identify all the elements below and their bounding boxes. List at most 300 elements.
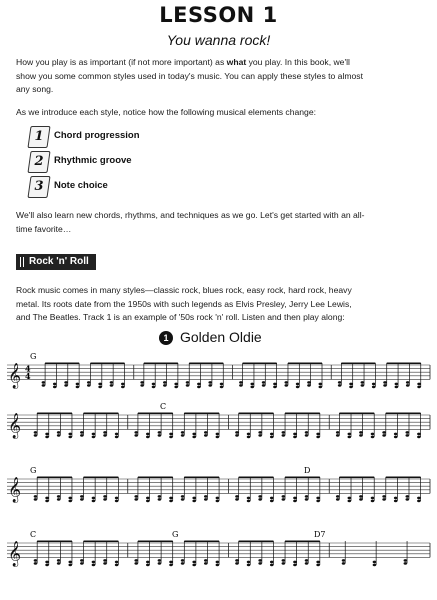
note-head xyxy=(134,495,138,498)
note-head xyxy=(293,561,297,564)
time-signature-bottom: 4 xyxy=(25,370,31,381)
note-head xyxy=(371,500,375,503)
note-head xyxy=(383,381,387,384)
note-head xyxy=(197,383,201,386)
note-head xyxy=(140,381,144,384)
note-head xyxy=(98,383,102,386)
note-head xyxy=(146,433,150,436)
note-head xyxy=(110,384,114,387)
intro-bold-word: what xyxy=(226,57,247,67)
note-head xyxy=(371,497,375,500)
note-head xyxy=(158,495,162,498)
page-subtitle: You wanna rock! xyxy=(166,32,271,48)
note-head xyxy=(239,381,243,384)
note-head xyxy=(405,434,409,437)
note-head xyxy=(282,498,286,501)
note-head xyxy=(372,383,376,386)
beam xyxy=(37,413,72,415)
note-head xyxy=(34,562,38,565)
note-head xyxy=(216,561,220,564)
note-head xyxy=(92,433,96,436)
note-head xyxy=(110,381,114,384)
note-head xyxy=(181,498,185,501)
section-text: and The Beatles. Track 1 is an example of '50s rock 'n' roll. Listen and then play along: xyxy=(16,312,345,322)
note-head xyxy=(146,497,150,500)
note-head xyxy=(158,434,162,437)
note-head xyxy=(68,564,72,567)
note-head xyxy=(417,386,421,389)
staff-system xyxy=(7,402,430,438)
note-head xyxy=(76,386,80,389)
beam xyxy=(144,363,178,365)
note-head xyxy=(394,433,398,436)
note-head xyxy=(305,498,309,501)
note-head xyxy=(293,497,297,500)
note-head xyxy=(247,433,251,436)
note-head xyxy=(273,383,277,386)
note-head xyxy=(235,498,239,501)
note-head xyxy=(134,498,138,501)
beam xyxy=(239,541,274,543)
note-head xyxy=(394,497,398,500)
note-head xyxy=(68,436,72,439)
note-head xyxy=(270,497,274,500)
note-head xyxy=(169,497,173,500)
element-label: Rhythmic groove xyxy=(54,155,132,166)
closing-paragraph xyxy=(16,209,426,236)
note-head xyxy=(262,381,266,384)
sheet-music xyxy=(0,348,437,600)
note-head xyxy=(169,564,173,567)
note-head xyxy=(247,564,251,567)
section-text: metal. Its roots date from the 1950s with such legends as Elvis Presley, Jerry Lee Lewis, xyxy=(16,298,352,309)
note-head xyxy=(192,500,196,503)
note-head xyxy=(158,559,162,562)
note-head xyxy=(158,498,162,501)
note-head xyxy=(359,434,363,437)
note-head xyxy=(57,431,61,434)
note-head xyxy=(417,383,421,386)
intro-text: show you some common styles used in today's music. You can apply these styles to almost xyxy=(16,70,363,81)
note-head xyxy=(359,498,363,501)
note-head xyxy=(53,383,57,386)
note-head xyxy=(208,384,212,387)
note-head xyxy=(87,381,91,384)
note-head xyxy=(406,384,410,387)
note-head xyxy=(216,436,220,439)
note-head xyxy=(262,384,266,387)
note-head xyxy=(405,495,409,498)
note-head xyxy=(382,495,386,498)
note-head xyxy=(273,386,277,389)
note-head xyxy=(319,386,323,389)
beam xyxy=(285,541,320,543)
note-head xyxy=(103,498,107,501)
note-head xyxy=(92,500,96,503)
beam xyxy=(138,477,173,479)
note-head xyxy=(146,564,150,567)
note-head xyxy=(45,561,49,564)
note-head xyxy=(208,381,212,384)
note-head xyxy=(282,434,286,437)
note-head xyxy=(134,562,138,565)
note-head xyxy=(239,384,243,387)
note-head xyxy=(103,559,107,562)
note-head xyxy=(146,436,150,439)
note-head xyxy=(394,436,398,439)
note-head xyxy=(146,500,150,503)
beam xyxy=(84,413,119,415)
note-head xyxy=(134,431,138,434)
note-head xyxy=(80,562,84,565)
note-head xyxy=(76,383,80,386)
note-head xyxy=(103,562,107,565)
note-head xyxy=(115,433,119,436)
element-label: Note choice xyxy=(54,180,108,191)
chord-symbol: D7 xyxy=(314,530,326,539)
note-head xyxy=(405,431,409,434)
note-head xyxy=(270,433,274,436)
note-head xyxy=(247,436,251,439)
note-head xyxy=(417,436,421,439)
note-head xyxy=(348,497,352,500)
beam xyxy=(138,413,173,415)
note-head xyxy=(284,384,288,387)
note-head xyxy=(45,436,49,439)
note-head xyxy=(284,381,288,384)
note-head xyxy=(316,564,320,567)
page-title: LESSON 1 xyxy=(159,3,278,27)
note-head xyxy=(247,497,251,500)
note-head xyxy=(336,434,340,437)
note-head xyxy=(319,383,323,386)
note-head xyxy=(134,434,138,437)
note-head xyxy=(293,433,297,436)
note-head xyxy=(45,433,49,436)
note-head xyxy=(270,564,274,567)
note-head xyxy=(307,381,311,384)
note-head xyxy=(383,384,387,387)
note-head xyxy=(316,500,320,503)
note-head xyxy=(192,564,196,567)
beam xyxy=(386,413,421,415)
note-head xyxy=(348,436,352,439)
section-title: Rock 'n' Roll xyxy=(29,256,89,267)
track-name: Golden Oldie xyxy=(180,329,262,345)
note-head xyxy=(68,561,72,564)
note-head xyxy=(220,386,224,389)
section-stripe xyxy=(20,257,24,267)
beam xyxy=(339,413,374,415)
note-head xyxy=(404,559,408,562)
note-head xyxy=(371,433,375,436)
note-head xyxy=(235,434,239,437)
note-head xyxy=(57,498,61,501)
note-head xyxy=(87,384,91,387)
note-head xyxy=(158,562,162,565)
note-head xyxy=(305,431,309,434)
beam xyxy=(339,477,374,479)
note-head xyxy=(152,383,156,386)
treble-clef-icon: 𝄞 xyxy=(8,477,22,503)
note-head xyxy=(197,386,201,389)
note-head xyxy=(296,383,300,386)
note-head xyxy=(192,561,196,564)
note-head xyxy=(305,559,309,562)
note-head xyxy=(336,495,340,498)
note-head xyxy=(258,559,262,562)
note-head xyxy=(169,433,173,436)
note-head xyxy=(121,383,125,386)
beam xyxy=(184,413,219,415)
note-head xyxy=(348,433,352,436)
note-head xyxy=(382,498,386,501)
beam xyxy=(387,363,421,365)
section-paragraph xyxy=(16,284,426,325)
note-head xyxy=(270,500,274,503)
note-head xyxy=(247,500,251,503)
note-head xyxy=(258,562,262,565)
note-head xyxy=(146,561,150,564)
note-head xyxy=(204,431,208,434)
intro-text: any song. xyxy=(16,84,54,94)
beam xyxy=(239,413,274,415)
note-head xyxy=(293,500,297,503)
note-head xyxy=(45,497,49,500)
beam xyxy=(386,477,421,479)
note-head xyxy=(305,495,309,498)
section-header xyxy=(16,254,96,270)
staff-system xyxy=(7,530,430,566)
element-label: Chord progression xyxy=(54,130,140,141)
note-head xyxy=(92,436,96,439)
note-head xyxy=(115,564,119,567)
note-head xyxy=(34,498,38,501)
staff-system xyxy=(7,466,430,502)
note-head xyxy=(305,562,309,565)
note-head xyxy=(250,383,254,386)
note-head xyxy=(80,434,84,437)
chord-symbol: G xyxy=(30,352,37,361)
note-head xyxy=(216,497,220,500)
beam xyxy=(84,541,119,543)
note-head xyxy=(235,559,239,562)
section-text: Rock music comes in many styles—classic rock, blues rock, easy rock, hard rock, heavy xyxy=(16,285,352,295)
note-head xyxy=(342,559,346,562)
note-head xyxy=(68,433,72,436)
note-head xyxy=(204,498,208,501)
note-head xyxy=(316,436,320,439)
note-head xyxy=(57,495,61,498)
closing-text: time favorite… xyxy=(16,223,72,234)
note-head xyxy=(80,431,84,434)
beam xyxy=(37,477,72,479)
number-badge: 1 xyxy=(27,126,50,148)
note-head xyxy=(103,431,107,434)
note-head xyxy=(235,562,239,565)
note-head xyxy=(42,381,46,384)
note-head xyxy=(163,381,167,384)
note-head xyxy=(181,434,185,437)
note-head xyxy=(92,561,96,564)
note-head xyxy=(349,383,353,386)
note-head xyxy=(169,436,173,439)
note-head xyxy=(235,495,239,498)
note-head xyxy=(342,562,346,565)
note-head xyxy=(204,434,208,437)
note-head xyxy=(417,433,421,436)
note-head xyxy=(181,559,185,562)
beam xyxy=(90,363,124,365)
note-head xyxy=(115,436,119,439)
note-head xyxy=(220,383,224,386)
chord-symbol: G xyxy=(30,466,37,475)
note-head xyxy=(204,562,208,565)
elements-intro: As we introduce each style, notice how the following musical elements change: xyxy=(16,107,316,117)
note-head xyxy=(192,433,196,436)
note-head xyxy=(163,384,167,387)
note-head xyxy=(404,562,408,565)
note-head xyxy=(80,498,84,501)
note-head xyxy=(121,386,125,389)
note-head xyxy=(174,383,178,386)
note-head xyxy=(186,384,190,387)
note-head xyxy=(134,559,138,562)
note-head xyxy=(282,495,286,498)
note-head xyxy=(372,386,376,389)
note-head xyxy=(338,384,342,387)
note-head xyxy=(258,495,262,498)
note-head xyxy=(181,495,185,498)
beam xyxy=(189,363,223,365)
note-head xyxy=(42,384,46,387)
note-head xyxy=(373,564,377,567)
note-head xyxy=(405,498,409,501)
chord-symbol: C xyxy=(160,402,167,411)
note-head xyxy=(395,386,399,389)
chord-symbol: G xyxy=(172,530,179,539)
staff-system xyxy=(7,352,430,388)
note-head xyxy=(204,495,208,498)
note-head xyxy=(406,381,410,384)
beam xyxy=(184,477,219,479)
number-badge: 3 xyxy=(27,176,50,198)
treble-clef-icon: 𝄞 xyxy=(8,541,22,567)
note-head xyxy=(359,495,363,498)
note-head xyxy=(282,562,286,565)
note-head xyxy=(98,386,102,389)
note-head xyxy=(282,431,286,434)
note-head xyxy=(270,436,274,439)
note-head xyxy=(115,500,119,503)
note-head xyxy=(348,500,352,503)
note-head xyxy=(316,433,320,436)
note-head xyxy=(270,561,274,564)
note-head xyxy=(305,434,309,437)
note-head xyxy=(417,497,421,500)
note-head xyxy=(192,436,196,439)
note-head xyxy=(395,383,399,386)
beam xyxy=(288,363,322,365)
note-head xyxy=(64,381,68,384)
intro-paragraph xyxy=(16,56,426,97)
note-head xyxy=(336,431,340,434)
note-head xyxy=(258,498,262,501)
note-head xyxy=(307,384,311,387)
note-head xyxy=(103,434,107,437)
note-head xyxy=(361,384,365,387)
note-head xyxy=(34,434,38,437)
number-badge: 2 xyxy=(27,151,50,173)
note-head xyxy=(192,497,196,500)
note-head xyxy=(216,433,220,436)
note-head xyxy=(34,559,38,562)
intro-text: How you play is as important (if not more important) as xyxy=(16,57,227,67)
note-head xyxy=(336,498,340,501)
beam xyxy=(37,541,72,543)
beam xyxy=(243,363,277,365)
note-head xyxy=(296,386,300,389)
note-head xyxy=(316,497,320,500)
note-head xyxy=(92,497,96,500)
note-head xyxy=(373,561,377,564)
beam xyxy=(84,477,119,479)
note-head xyxy=(158,431,162,434)
treble-clef-icon: 𝄞 xyxy=(8,413,22,439)
note-head xyxy=(115,561,119,564)
note-head xyxy=(34,431,38,434)
note-head xyxy=(382,431,386,434)
note-head xyxy=(258,431,262,434)
note-head xyxy=(45,564,49,567)
note-head xyxy=(359,431,363,434)
note-head xyxy=(45,500,49,503)
note-head xyxy=(216,564,220,567)
note-head xyxy=(169,500,173,503)
note-head xyxy=(140,384,144,387)
chord-symbol: D xyxy=(304,466,311,475)
beam xyxy=(184,541,219,543)
beam xyxy=(341,363,375,365)
note-head xyxy=(174,386,178,389)
intro-text: you play. In this book, we'll xyxy=(246,57,350,67)
beam xyxy=(138,541,173,543)
note-head xyxy=(64,384,68,387)
note-head xyxy=(371,436,375,439)
note-head xyxy=(258,434,262,437)
closing-text: We'll also learn new chords, rhythms, and techniques as we go. Let's get started with an all- xyxy=(16,210,365,220)
beam xyxy=(285,413,320,415)
note-head xyxy=(80,559,84,562)
note-head xyxy=(57,559,61,562)
note-head xyxy=(57,434,61,437)
note-head xyxy=(282,559,286,562)
note-head xyxy=(316,561,320,564)
note-head xyxy=(338,381,342,384)
note-head xyxy=(417,500,421,503)
treble-clef-icon: 𝄞 xyxy=(8,363,22,389)
note-head xyxy=(361,381,365,384)
track-number-badge: 1 xyxy=(159,331,173,345)
note-head xyxy=(293,564,297,567)
note-head xyxy=(169,561,173,564)
note-head xyxy=(394,500,398,503)
note-head xyxy=(53,386,57,389)
time-signature-top: 4 xyxy=(25,363,31,374)
note-head xyxy=(235,431,239,434)
note-head xyxy=(216,500,220,503)
note-head xyxy=(250,386,254,389)
